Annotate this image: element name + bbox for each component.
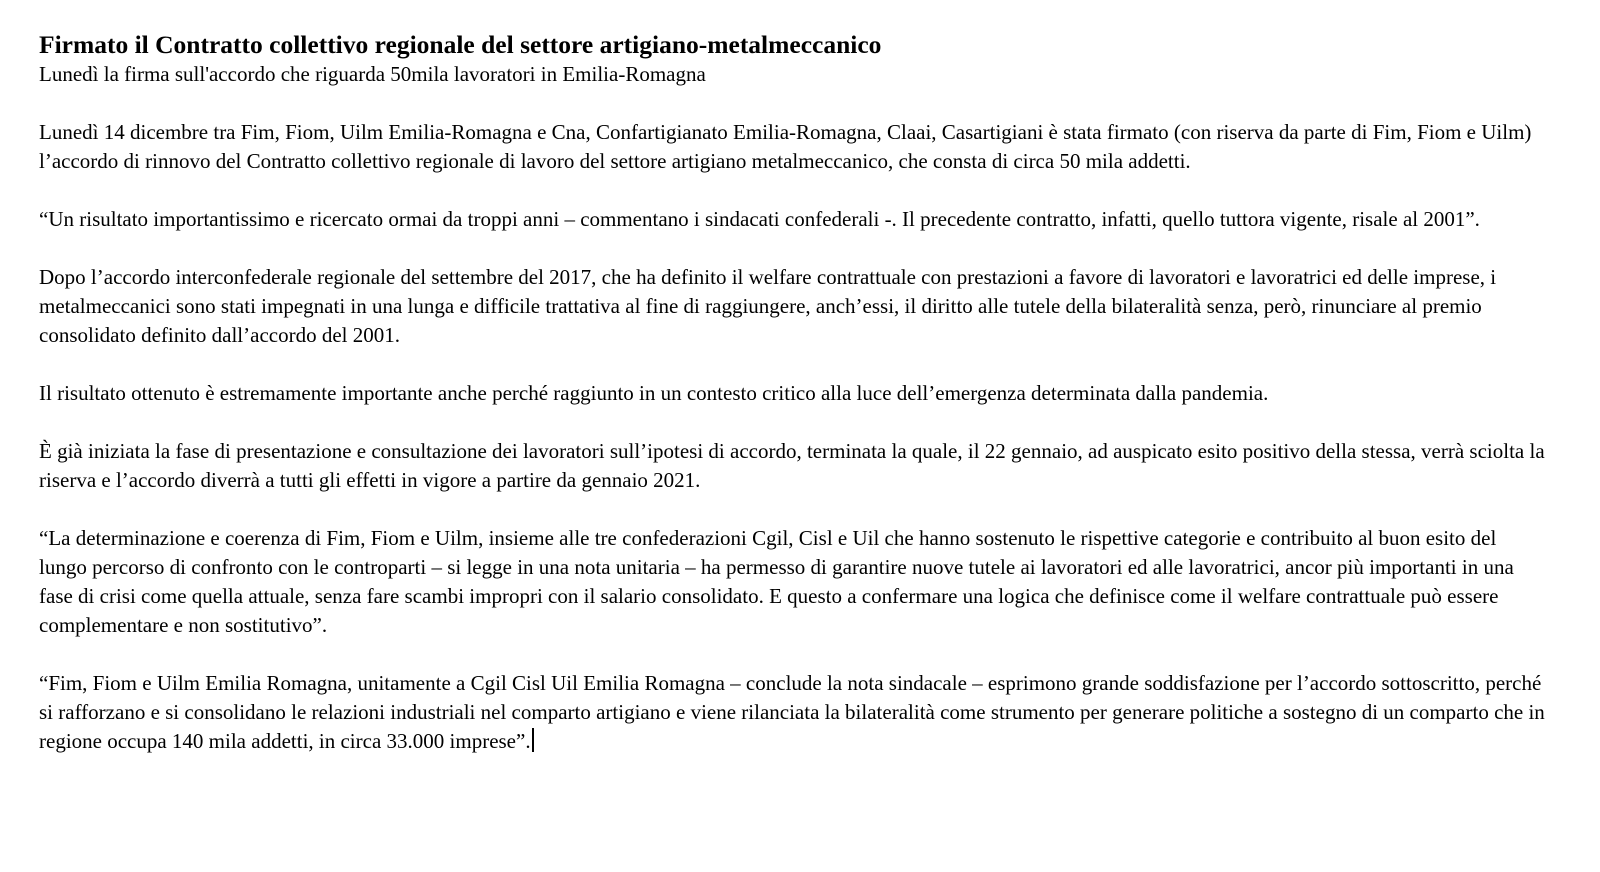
paragraph [39, 437, 1549, 495]
paragraph-text: “Un risultato importantissimo e ricercato ormai da troppi anni – commentano i sindacati confederali -. Il precedente contratto, infatti, quello tuttora vigente, risale al 2001”. [39, 207, 1480, 231]
article-title: Firmato il Contratto collettivo regionale del settore artigiano-metalmeccanico [39, 30, 882, 59]
paragraph-text: Il risultato ottenuto è estremamente importante anche perché raggiunto in un contesto critico alla luce dell’emergenza determinata dalla pandemia. [39, 381, 1269, 405]
paragraph [39, 669, 1549, 756]
article-subtitle: Lunedì la firma sull'accordo che riguarda 50mila lavoratori in Emilia-Romagna [39, 62, 706, 86]
paragraph [39, 263, 1549, 350]
paragraph-text: “La determinazione e coerenza di Fim, Fiom e Uilm, insieme alle tre confederazioni Cgil, Cisl e Uil che hanno sostenuto le rispettive categorie e contribuito al buon esito del lungo percorso di confronto con le controparti – si legge in una nota unitaria – ha permesso di garantire nuove tutele ai lavoratori ed alle lavoratrici, ancor più importanti in una fase di crisi come quella attuale, senza fare scambi impropri con il salario consolidato. E questo a confermare una logica che definisce come il welfare contrattuale può essere complementare e non sostitutivo”. [39, 526, 1514, 637]
paragraph [39, 118, 1549, 176]
text-cursor [532, 728, 534, 752]
paragraph [39, 379, 1549, 408]
paragraph-text: Lunedì 14 dicembre tra Fim, Fiom, Uilm Emilia-Romagna e Cna, Confartigianato Emilia-Romagna, Claai, Casartigiani è stata firmato (con riserva da parte di Fim, Fiom e Uilm) l’accordo di rinnovo del Contratto collettivo regionale di lavoro del settore artigiano metalmeccanico, che consta di circa 50 mila addetti. [39, 120, 1532, 173]
paragraph-text: “Fim, Fiom e Uilm Emilia Romagna, unitamente a Cgil Cisl Uil Emilia Romagna – conclude la nota sindacale – esprimono grande soddisfazione per l’accordo sottoscritto, perché si rafforzano e si consolidano le relazioni industriali nel comparto artigiano e viene rilanciata la bilateralità come strumento per generare politiche a sostegno di un comparto che in regione occupa 140 mila addetti, in circa 33.000 imprese”. [39, 671, 1545, 753]
paragraph-text: Dopo l’accordo interconfederale regionale del settembre del 2017, che ha definito il welfare contrattuale con prestazioni a favore di lavoratori e lavoratrici ed delle imprese, i metalmeccanici sono stati impegnati in una lunga e difficile trattativa al fine di raggiungere, anch’essi, il diritto alle tutele della bilateralità senza, però, rinunciare al premio consolidato definito dall’accordo del 2001. [39, 265, 1497, 347]
paragraph-text: È già iniziata la fase di presentazione e consultazione dei lavoratori sull’ipotesi di accordo, terminata la quale, il 22 gennaio, ad auspicato esito positivo della stessa, verrà sciolta la riserva e l’accordo diverrà a tutti gli effetti in vigore a partire da gennaio 2021. [39, 439, 1545, 492]
paragraph [39, 205, 1549, 234]
paragraph [39, 524, 1549, 640]
